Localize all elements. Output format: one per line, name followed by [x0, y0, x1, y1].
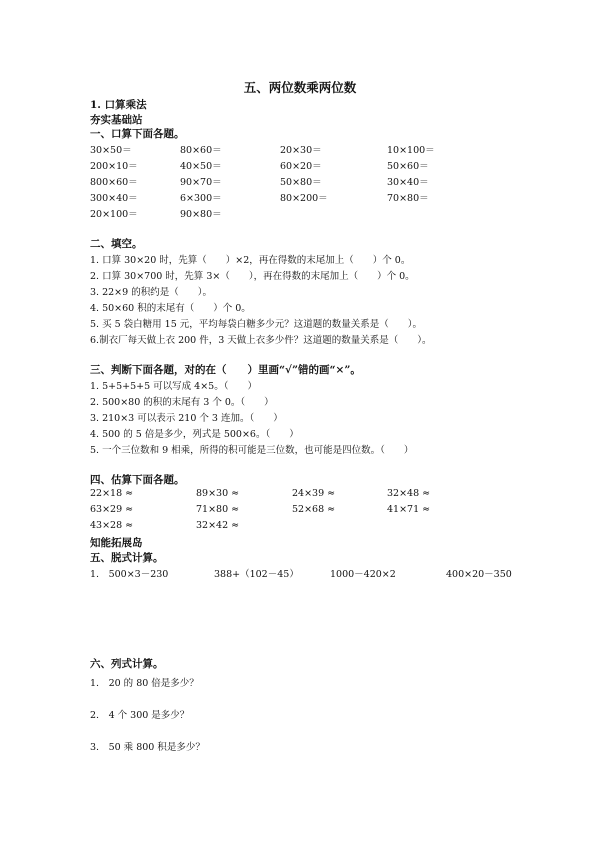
page-title: 五、两位数乘两位数 [243, 80, 357, 95]
calc-item: 400×20－350 [446, 569, 512, 580]
calc-item: 1000－420×2 [330, 569, 396, 580]
oral-item: 10×100＝ [387, 145, 435, 156]
estimate-item: 22×18 ≈ [90, 488, 134, 499]
estimate-item: 41×71 ≈ [387, 504, 431, 515]
oral-item: 30×50＝ [90, 145, 132, 156]
word-calc-item: 2. 4 个 300 是多少？ [90, 710, 190, 721]
oral-item: 50×60＝ [387, 161, 429, 172]
fill-item: 4. 50×60 积的末尾有（ ）个 0。 [90, 303, 251, 314]
word-calc-item: 3. 50 乘 800 积是多少？ [90, 742, 205, 753]
fill-item: 2. 口算 30×700 时，先算 3×（ ），再在得数的末尾加上（ ）个 0。 [90, 271, 415, 282]
section-5-heading: 五、脱式计算。 [90, 552, 164, 564]
oral-item: 20×30＝ [280, 145, 322, 156]
oral-item: 90×80＝ [180, 209, 222, 220]
calc-item: 1. 500×3－230 [90, 569, 169, 580]
section-1-heading: 一、口算下面各题。 [90, 128, 185, 140]
section-4-heading: 四、估算下面各题。 [90, 474, 185, 486]
judge-item: 5. 一个三位数和 9 相乘，所得的积可能是三位数，也可能是四位数。（ ） [90, 445, 414, 456]
oral-item: 200×10＝ [90, 161, 138, 172]
oral-item: 300×40＝ [90, 193, 138, 204]
oral-item: 800×60＝ [90, 177, 138, 188]
oral-item: 80×60＝ [180, 145, 222, 156]
fill-item: 5. 买 5 袋白糖用 15 元，平均每袋白糖多少元？这道题的数量关系是（ ）。 [90, 319, 423, 330]
estimate-item: 89×30 ≈ [196, 488, 240, 499]
estimate-item: 32×48 ≈ [387, 488, 431, 499]
estimate-item: 32×42 ≈ [196, 520, 240, 531]
estimate-item: 43×28 ≈ [90, 520, 134, 531]
oral-item: 6×300＝ [180, 193, 222, 204]
oral-item: 50×80＝ [280, 177, 322, 188]
judge-item: 2. 500×80 的积的末尾有 3 个 0。（ ） [90, 397, 274, 408]
estimate-item: 63×29 ≈ [90, 504, 134, 515]
estimate-item: 24×39 ≈ [292, 488, 336, 499]
judge-item: 3. 210×3 可以表示 210 个 3 连加。（ ） [90, 413, 283, 424]
oral-item: 30×40＝ [387, 177, 429, 188]
fill-item: 6.制衣厂每天做上衣 200 件，3 天做上衣多少件？这道题的数量关系是（ ）。 [90, 335, 432, 346]
judge-item: 4. 500 的 5 倍是多少，列式是 500×6。（ ） [90, 429, 299, 440]
subheading-base: 夯实基础站 [90, 114, 143, 126]
oral-item: 80×200＝ [280, 193, 328, 204]
section-3-heading: 三、判断下面各题，对的在（ ）里画“√”错的画“×”。 [90, 364, 361, 376]
subheading-ext: 知能拓展岛 [90, 537, 143, 549]
estimate-item: 71×80 ≈ [196, 504, 240, 515]
estimate-item: 52×68 ≈ [292, 504, 336, 515]
oral-item: 90×70＝ [180, 177, 222, 188]
fill-item: 1. 口算 30×20 时，先算（ ）×2，再在得数的末尾加上（ ）个 0。 [90, 255, 411, 266]
word-calc-item: 1. 20 的 80 倍是多少？ [90, 678, 199, 689]
fill-item: 3. 22×9 的积约是（ ）。 [90, 287, 212, 298]
oral-item: 60×20＝ [280, 161, 322, 172]
judge-item: 1. 5+5+5+5 可以写成 4×5。（ ） [90, 381, 257, 392]
oral-item: 20×100＝ [90, 209, 138, 220]
oral-item: 70×80＝ [387, 193, 429, 204]
oral-item: 40×50＝ [180, 161, 222, 172]
section-2-heading: 二、填空。 [90, 238, 143, 250]
calc-item: 388+（102－45） [214, 569, 299, 580]
section-6-heading: 六、列式计算。 [90, 658, 164, 670]
subtitle: 1. 口算乘法 [90, 99, 147, 111]
